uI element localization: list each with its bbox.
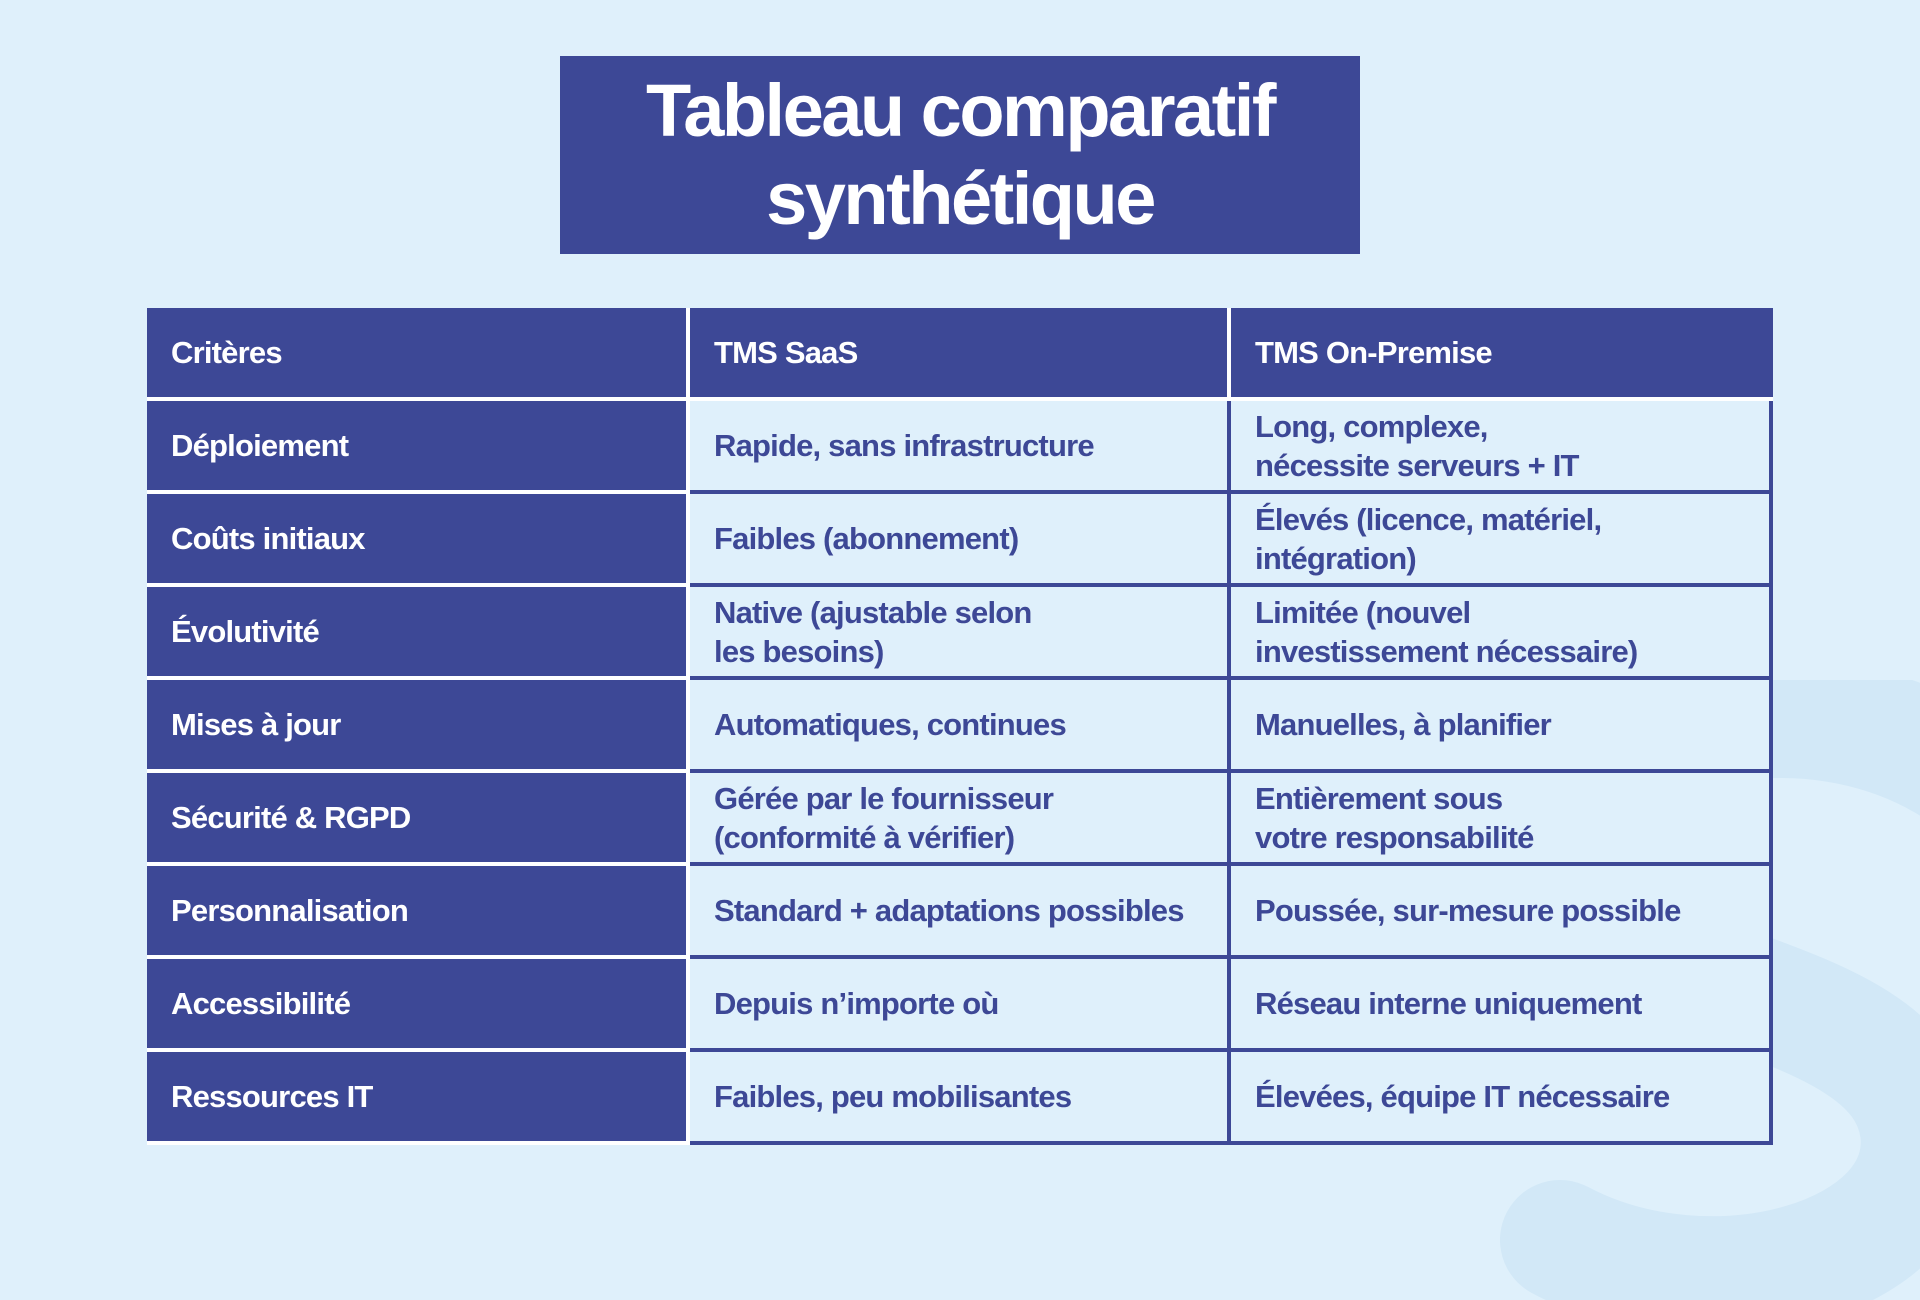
onpremise-deploiement: Long, complexe, nécessite serveurs + IT xyxy=(1231,401,1773,494)
criterion-couts-initiaux: Coûts initiaux xyxy=(147,494,690,587)
criterion-securite-rgpd: Sécurité & RGPD xyxy=(147,773,690,866)
saas-securite-rgpd: Gérée par le fournisseur (conformité à vérifier) xyxy=(690,773,1231,866)
header-criteres: Critères xyxy=(147,308,690,401)
comparison-table xyxy=(147,308,1773,1145)
onpremise-securite-rgpd: Entièrement sous votre responsabilité xyxy=(1231,773,1773,866)
header-tms-saas: TMS SaaS xyxy=(690,308,1231,401)
onpremise-personnalisation: Poussée, sur-mesure possible xyxy=(1231,866,1773,959)
saas-ressources-it: Faibles, peu mobilisantes xyxy=(690,1052,1231,1145)
onpremise-ressources-it: Élevées, équipe IT nécessaire xyxy=(1231,1052,1773,1145)
saas-personnalisation: Standard + adaptations possibles xyxy=(690,866,1231,959)
criterion-personnalisation: Personnalisation xyxy=(147,866,690,959)
header-tms-on-premise: TMS On-Premise xyxy=(1231,308,1773,401)
criterion-mises-a-jour: Mises à jour xyxy=(147,680,690,773)
saas-evolutivite: Native (ajustable selon les besoins) xyxy=(690,587,1231,680)
criterion-evolutivite: Évolutivité xyxy=(147,587,690,680)
saas-couts-initiaux: Faibles (abonnement) xyxy=(690,494,1231,587)
criterion-deploiement: Déploiement xyxy=(147,401,690,494)
onpremise-evolutivite: Limitée (nouvel investissement nécessaire) xyxy=(1231,587,1773,680)
onpremise-couts-initiaux: Élevés (licence, matériel, intégration) xyxy=(1231,494,1773,587)
onpremise-mises-a-jour: Manuelles, à planifier xyxy=(1231,680,1773,773)
saas-deploiement: Rapide, sans infrastructure xyxy=(690,401,1231,494)
saas-accessibilite: Depuis n’importe où xyxy=(690,959,1231,1052)
criterion-ressources-it: Ressources IT xyxy=(147,1052,690,1145)
criterion-accessibilite: Accessibilité xyxy=(147,959,690,1052)
onpremise-accessibilite: Réseau interne uniquement xyxy=(1231,959,1773,1052)
page-title: Tableau comparatif synthétique xyxy=(645,69,1274,240)
saas-mises-a-jour: Automatiques, continues xyxy=(690,680,1231,773)
title-banner xyxy=(560,56,1360,254)
